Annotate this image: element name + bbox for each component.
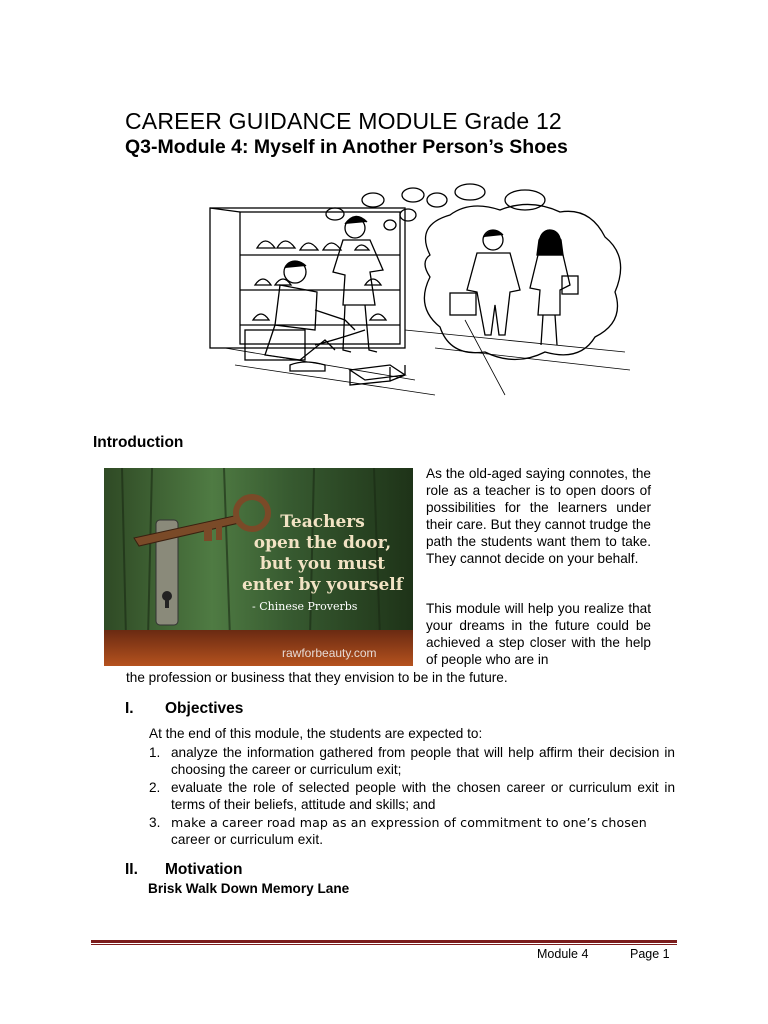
list-item-text: analyze the information gathered from people that will help affirm their decision in choosing the career or curriculum exit; [171, 745, 675, 777]
intro-paragraph-2-continued: the profession or business that they envision to be in the future. [126, 670, 508, 685]
poster-line-4: enter by yourself [241, 575, 404, 595]
list-item [149, 744, 675, 778]
objectives-lead: At the end of this module, the students are expected to: [149, 726, 483, 741]
list-item-text: make a career road map as an expression of commitment to one’s chosen [171, 815, 647, 830]
poster-attribution: - Chinese Proverbs [252, 600, 358, 613]
objectives-title: Objectives [165, 700, 244, 717]
list-item-text: evaluate the role of selected people with the chosen career or curriculum exit in terms of their beliefs, attitude and skills; and [171, 780, 675, 812]
list-item-number: 1. [149, 745, 161, 760]
introduction-heading: Introduction [93, 434, 184, 451]
motivation-number: II. [125, 861, 138, 878]
module-title: CAREER GUIDANCE MODULE Grade 12 [125, 108, 562, 134]
poster-watermark: rawforbeauty.com [282, 646, 377, 660]
poster-quote [232, 512, 413, 596]
list-item-number: 3. [149, 815, 161, 830]
objectives-list [149, 744, 675, 848]
objectives-number: I. [125, 700, 134, 717]
intro-paragraph-2: This module will help you realize that your dreams in the future could be achieved a step closer with the help of people who are in [426, 601, 651, 667]
poster-line-3: but you must [259, 554, 386, 574]
motivation-title: Motivation [165, 861, 243, 878]
motivation-heading [125, 861, 243, 879]
list-item-number: 2. [149, 780, 161, 795]
list-item [149, 814, 675, 848]
list-item-text-continued: career or curriculum exit. [171, 832, 324, 847]
shoe-store-illustration [205, 180, 635, 405]
footer-rule [91, 940, 677, 943]
poster-line-2: open the door, [253, 533, 392, 553]
poster-line-1: Teachers [280, 512, 365, 532]
list-item [149, 779, 675, 813]
footer-module: Module 4 [537, 947, 589, 961]
module-subtitle: Q3-Module 4: Myself in Another Person’s Shoes [125, 136, 568, 158]
teachers-quote-poster [104, 468, 413, 666]
footer-page-number: Page 1 [630, 947, 670, 961]
footer-rule-thin [91, 944, 677, 945]
motivation-subheading: Brisk Walk Down Memory Lane [148, 881, 350, 896]
objectives-heading [125, 700, 243, 718]
intro-paragraph-1: As the old-aged saying connotes, the role as a teacher is to open doors of possibilities for the learners under their care. But they cannot trudge the path the students want them to take. They cannot decide on your behalf. [426, 466, 651, 566]
